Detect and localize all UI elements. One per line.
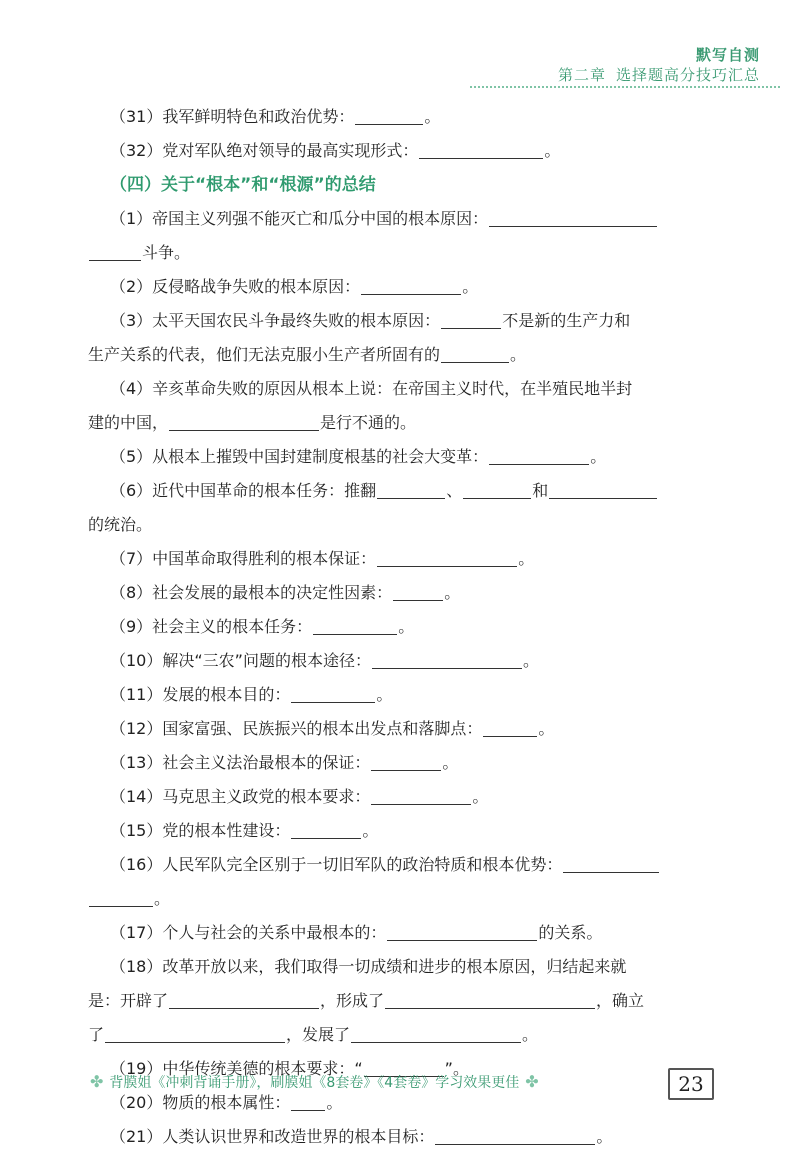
clover-icon: ✤ (525, 1072, 539, 1091)
question-3 (88, 304, 718, 338)
question-text: （6）近代中国革命的根本任务：推翻 (110, 481, 377, 500)
question-text: 是：开辟了 (88, 991, 169, 1010)
answer-blank[interactable] (355, 106, 423, 125)
period: 。 (376, 685, 393, 704)
question-1-cont (88, 236, 718, 270)
question-17 (88, 916, 718, 950)
question-text: （18）改革开放以来，我们取得一切成绩和进步的根本原因，归结起来就 (110, 957, 627, 976)
question-1 (88, 202, 718, 236)
question-21 (88, 1120, 718, 1154)
question-6 (88, 474, 718, 508)
question-16-cont (88, 882, 718, 916)
answer-blank[interactable] (105, 1024, 285, 1043)
answer-blank[interactable] (463, 480, 531, 499)
question-18-cont2 (88, 1018, 718, 1052)
question-text: （8）社会发展的最根本的决定性因素： (110, 583, 393, 602)
question-text: 的关系。 (538, 923, 603, 942)
answer-blank[interactable] (377, 480, 445, 499)
period: 。 (472, 787, 489, 806)
question-text: （1）帝国主义列强不能灭亡和瓜分中国的根本原因： (110, 209, 489, 228)
chapter-title: 选择题高分技巧汇总 (615, 66, 760, 84)
question-31 (88, 100, 718, 134)
question-text: （11）发展的根本目的： (110, 685, 291, 704)
answer-blank[interactable] (169, 990, 319, 1009)
question-text: ，发展了 (286, 1025, 351, 1044)
question-text: （4）辛亥革命失败的原因从根本上说：在帝国主义时代，在半殖民地半封 (110, 379, 633, 398)
period: 。 (362, 821, 379, 840)
answer-blank[interactable] (385, 990, 595, 1009)
period: 。 (444, 583, 461, 602)
question-6-cont: 的统治。 (88, 515, 153, 534)
question-text: 是行不通的。 (320, 413, 417, 432)
answer-blank[interactable] (489, 208, 657, 227)
period: 。 (522, 1025, 539, 1044)
question-4-cont (88, 406, 718, 440)
question-11 (88, 678, 718, 712)
period: 。 (544, 141, 561, 160)
question-16 (88, 848, 718, 882)
question-text: 不是新的生产力和 (502, 311, 631, 330)
section-heading: （四）关于“根本”和“根源”的总结 (110, 175, 376, 195)
answer-blank[interactable] (549, 480, 657, 499)
period: 。 (510, 345, 527, 364)
period: 。 (398, 617, 415, 636)
question-text: 斗争。 (142, 243, 191, 262)
answer-blank[interactable] (89, 242, 141, 261)
answer-blank[interactable] (435, 1126, 595, 1145)
question-15 (88, 814, 718, 848)
answer-blank[interactable] (489, 446, 589, 465)
answer-blank[interactable] (291, 684, 375, 703)
question-text: （7）中国革命取得胜利的根本保证： (110, 549, 377, 568)
answer-blank[interactable] (393, 582, 443, 601)
period: 。 (538, 719, 555, 738)
answer-blank[interactable] (361, 276, 461, 295)
question-3-cont (88, 338, 718, 372)
answer-blank[interactable] (419, 140, 543, 159)
period: 。 (596, 1127, 613, 1146)
question-text: （5）从根本上摧毁中国封建制度根基的社会大变革： (110, 447, 489, 466)
question-12 (88, 712, 718, 746)
period: 。 (522, 651, 539, 670)
page-number: 23 (668, 1068, 714, 1100)
question-32 (88, 134, 718, 168)
footer (84, 1072, 545, 1092)
answer-blank[interactable] (387, 922, 537, 941)
answer-blank[interactable] (377, 548, 517, 567)
question-18 (88, 950, 718, 984)
question-text: （10）解决“三农”问题的根本途径： (110, 651, 371, 670)
answer-blank[interactable] (169, 412, 319, 431)
answer-blank[interactable] (563, 854, 659, 873)
answer-blank[interactable] (351, 1024, 521, 1043)
answer-blank[interactable] (89, 888, 153, 907)
question-14 (88, 780, 718, 814)
period: 。 (442, 753, 459, 772)
question-text: （19）中华传统美德的根本要求：“ (110, 1059, 363, 1078)
answer-blank[interactable] (371, 786, 471, 805)
question-8 (88, 576, 718, 610)
period: 。 (326, 1093, 343, 1112)
period: 。 (518, 549, 535, 568)
question-text: （9）社会主义的根本任务： (110, 617, 313, 636)
period: 。 (424, 107, 441, 126)
answer-blank[interactable] (313, 616, 397, 635)
question-text: （16）人民军队完全区别于一切旧军队的政治特质和根本优势： (110, 855, 563, 874)
question-text: ”。 (444, 1059, 469, 1078)
question-10 (88, 644, 718, 678)
question-text: （14）马克思主义政党的根本要求： (110, 787, 371, 806)
question-text: ，确立 (596, 991, 645, 1010)
clover-icon: ✤ (90, 1072, 104, 1091)
question-7 (88, 542, 718, 576)
answer-blank[interactable] (291, 820, 361, 839)
answer-blank[interactable] (371, 752, 441, 771)
answer-blank[interactable] (372, 650, 522, 669)
question-5 (88, 440, 718, 474)
question-text: （12）国家富强、民族振兴的根本出发点和落脚点： (110, 719, 483, 738)
question-text: （20）物质的根本属性： (110, 1093, 291, 1112)
question-4 (88, 372, 718, 406)
answer-blank[interactable] (483, 718, 537, 737)
question-text: （15）党的根本性建设： (110, 821, 291, 840)
question-18-cont (88, 984, 718, 1018)
period: 。 (590, 447, 607, 466)
period: 。 (462, 277, 479, 296)
question-9 (88, 610, 718, 644)
chapter-heading (558, 64, 760, 85)
question-text: 生产关系的代表，他们无法克服小生产者所固有的 (88, 345, 441, 364)
question-2 (88, 270, 718, 304)
question-text: （13）社会主义法治最根本的保证： (110, 753, 371, 772)
question-text: （2）反侵略战争失败的根本原因： (110, 277, 361, 296)
answer-blank[interactable] (441, 344, 509, 363)
question-text: 和 (532, 481, 549, 500)
question-13 (88, 746, 718, 780)
question-text: （32）党对军队绝对领导的最高实现形式： (110, 141, 419, 160)
question-text: （17）个人与社会的关系中最根本的： (110, 923, 387, 942)
answer-blank[interactable] (291, 1092, 325, 1111)
chapter-number: 第二章 (557, 66, 606, 84)
footer-text: 背膜姐《冲刺背诵手册》，刷膜姐《8套卷》《4套卷》学习效果更佳 (109, 1075, 520, 1091)
exercise-content (88, 100, 718, 1154)
header-title: 默写自测 (695, 46, 760, 64)
question-text: （3）太平天国农民斗争最终失败的根本原因： (110, 311, 441, 330)
question-text: （21）人类认识世界和改造世界的根本目标： (110, 1127, 435, 1146)
question-text: （31）我军鲜明特色和政治优势： (110, 107, 355, 126)
answer-blank[interactable] (441, 310, 501, 329)
header-divider (470, 86, 780, 88)
question-text: 、 (446, 481, 463, 500)
question-text: 了 (88, 1025, 105, 1044)
period: 。 (154, 889, 171, 908)
question-text: ，形成了 (320, 991, 385, 1010)
question-text: 建的中国， (88, 413, 169, 432)
